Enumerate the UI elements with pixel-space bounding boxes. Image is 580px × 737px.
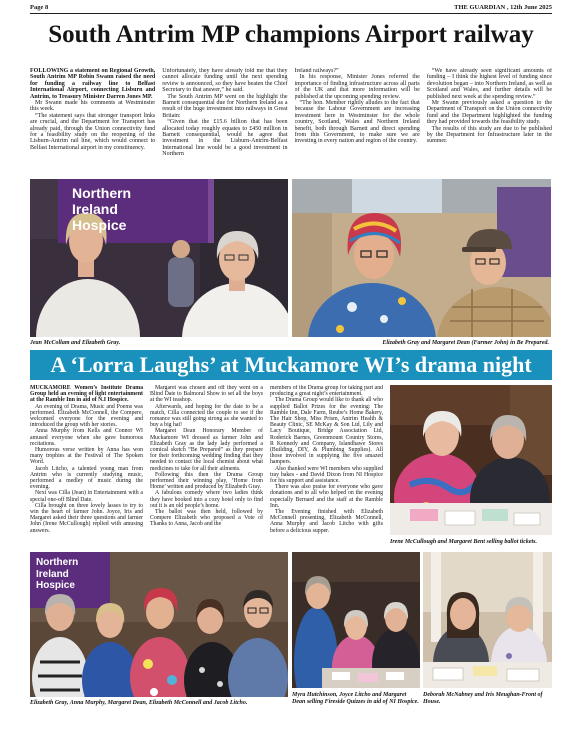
paragraph: Humorous verse written by Anna has won many trophies at the Festival of The Spoken Word. (30, 447, 143, 466)
photo-caption: Elizabeth Gray, Anna Murphy, Margaret Dean, Elizabeth McConnell and Jacob Litcho. (30, 700, 248, 706)
photo-illustration (390, 385, 552, 535)
paragraph: A fabulous comedy where two ladies think they have booked into a cozy hotel only to find out it is an old people’s home. (150, 490, 263, 509)
paragraph: “We have already seen significant amounts of funding – I think the highest level of funding since devolution began – into Northern Ireland, as well as Scotland and Wales, and further details will be published next week at the spending review.” (426, 68, 552, 100)
paragraph: The Evening finished with Elizabeth McConnell presenting, Elizabeth McConnell, Anna Murphy and Jacob Litcho with gifts before a delicious supper. (270, 509, 383, 534)
article-headline: South Antrim MP champions Airport railway (48, 21, 534, 48)
paragraph: Jacob Litcho, a talented young man from Antrim who is currently studying music, performed a medley of music during the evening. (30, 465, 143, 491)
photo-caption: Jean McCollam and Elizabeth Gray. (30, 340, 121, 346)
photo-front-of-house (423, 552, 552, 688)
paragraph: Margaret was chosen and off they went on a Blind Date to Balmoral Show to set all the boys at the WI teashop. (150, 385, 263, 404)
section-banner (30, 350, 552, 380)
photo-illustration (30, 179, 288, 337)
paragraph: The results of this study are due to be published by the Department for Infrastructure later in the summer. (426, 125, 552, 145)
paragraph: Next was Cilla (Jean) in Entertainment with a special one-off Blind Date. (30, 490, 143, 503)
paragraph: In his response, Minister Jones referred the importance of finding infrastructure across all parts of the UK and that more information will be published at the upcoming spending review. (294, 74, 420, 100)
paragraph: The South Antrim MP went on the highlight the Barnett consequential due for Northern Ireland as a result of the huge investment into railways in Great Britain: (162, 93, 288, 119)
photo-caption: Myra Hutchinson, Joyce Litcho and Margaret Dean selling Fireside Quizzes in aid of NI Hospice. (292, 692, 419, 705)
article-body (30, 385, 383, 548)
photo-fireside-quiz-sellers (292, 552, 420, 688)
lead-paragraph: MUCKAMORE Women’s Institute Drama Group held an evening of light entertainment at the Ramble Inn in aid of N.I Hospice. (30, 385, 143, 404)
article-body (30, 68, 552, 174)
article-column (295, 68, 420, 174)
article-column (270, 385, 383, 548)
header-rule (30, 13, 552, 14)
photo-group-five (30, 552, 288, 697)
ticket-table (390, 503, 552, 535)
photo-elizabeth-gray-margaret-dean (292, 179, 551, 337)
paragraph: Mr Swann made his comments at Westminster this week. (30, 100, 156, 113)
paragraph: Following this then the Drama Group performed their winning play, ‘Home from Home’ written and produced by Elizabeth Gray. (150, 471, 263, 491)
article-column (162, 68, 287, 174)
photo-caption: Deborah McNabney and Iris Meughan-Front of House. (423, 692, 543, 705)
photo-jean-mccollam-elizabeth-gray (30, 179, 288, 337)
paragraph: The Drama Group would like to thank all who supplied Ballot Prizes for the evening: The Ramble Inn, Dale Farm, Reube’s Home Bakery, The Hair Shop, Miss Prism, Antrim Health & Beauty Clinic, SE McKay & Son Ltd, Lily and Lacy Boutique, Bridge Association Ltd, Roderick Barnes, Greenmount Country Stores, R Kennedy and Company, Islandhawe Stores (Building, DIY, & Plumbing Supplies). All those involved in supplying the five amazed hampers. (270, 397, 383, 466)
paragraph: Mr Swann previously asked a question to the Department of Transport on the Union connectivity fund and the Department highlighted the funding they had provided towards the feasibility study. (426, 100, 552, 126)
article-column (150, 385, 263, 548)
photo-illustration (292, 179, 551, 337)
paragraph: Also thanked were WI members who supplied tray bakes - and David Dixon from NI Hospice for his support and assistance. (270, 465, 383, 485)
article-column (427, 68, 552, 174)
lead-paragraph: FOLLOWING a statement on Regional Growth, South Antrim MP Robin Swann raised the need for funding a railway line to Belfast International Airport, connecting Lisburn and Antrim, to Treasury Minister Darren Jones MP. (30, 68, 156, 100)
paragraph: Anna Murphy from Kells and Connor WI amused everyone when she gave humorous recitations. (30, 428, 143, 447)
photo-ballot-ticket-sellers (390, 385, 552, 535)
article-headline: A ‘Lorra Laughs’ at Muckamore WI’s drama night (50, 352, 532, 377)
paragraph: An evening of Drama, Music and Poems was performed. Elizabeth McConnell, the Compere, welcomed everyone for the evening and introduced the group with her stories. (30, 403, 143, 429)
paragraph: “The hon. Member rightly alludes to the fact that because the Labour Government are increasing investment here in Westminster for the whole country, Scotland, Wales and Northern Ireland benefit, both through Barnett and direct spending from this Government, to make sure we are investing in every nation and region of the country. (294, 100, 420, 145)
photo-caption: Irene McCullough and Margaret Bent selling ballot tickets. (390, 539, 538, 545)
photo-caption: Elizabeth Gray and Margaret Dean (Farmer John) in Be Prepared. (382, 340, 549, 346)
photo-illustration (423, 552, 552, 688)
paragraph: Afterwards, and hoping for the date to be a match, Cilla connected the couple to see if the romance was still going strong as she wanted to buy a big hat! (150, 403, 263, 429)
paragraph: Cilla brought on three lovely lasses to try to win the heart of farmer John. Joyce, Iris and Margaret asked their three questions and farmer John (Irene McCullough) replied with amusing answers. (30, 502, 143, 534)
hospice-banner-text: Northern Ireland Hospice (72, 185, 132, 233)
paragraph: members of the Drama group for taking part and producing a great night’s entertainment. (270, 385, 383, 398)
paragraph: Ireland railways?” (294, 68, 339, 74)
photo-illustration (292, 552, 420, 688)
paragraph: The ballot was then held, followed by Compere Elizabeth who proposed a Vote of Thanks to Anna, Jacob and the (150, 509, 263, 528)
paragraph: Margaret Dean Honorary Member of Muckamore WI dressed as farmer John and Elizabeth Gray as the lady lady performed a comical sketch “Be Prepared” as they prepare for their forthcoming wedding finding that they needed to contact the local chemist about what medicines to take for all their ailments. (150, 428, 263, 472)
article-column (30, 68, 155, 174)
front-desk-table (423, 662, 552, 688)
hospice-banner-text: Northern Ireland Hospice (36, 557, 79, 591)
article-column (30, 385, 143, 548)
masthead-date: THE GUARDIAN , 12th June 2025 (454, 4, 552, 11)
paragraph: “Given that the £15.6 billion that has been allocated today roughly equates to £450 million in Barnett consequential, would he agree that investment in the Lisburn-Antrim-Belfast International line would be a good investment in Northern (162, 119, 288, 158)
paragraph: There was also praise for everyone who gave donations and to all who helped on the evening especially Bernard and the staff at the Ramble Inn. (270, 484, 383, 509)
page-number: Page 8 (30, 4, 49, 11)
paragraph: “The statement says that stronger transport links are crucial, and the Department for Transport has already paid, through the Union connectivity fund for a feasibility study on the reopening of the Lisburn-Antrim rail line, which would connect to Belfast International airport in my constituency. (30, 112, 156, 151)
paragraph: Unfortunately, they have already told me that they cannot allocate funding until the next spending review is announced, so they have beaten the Chief Secretary to that answer,” he said. (162, 68, 288, 94)
quiz-table (322, 668, 420, 688)
